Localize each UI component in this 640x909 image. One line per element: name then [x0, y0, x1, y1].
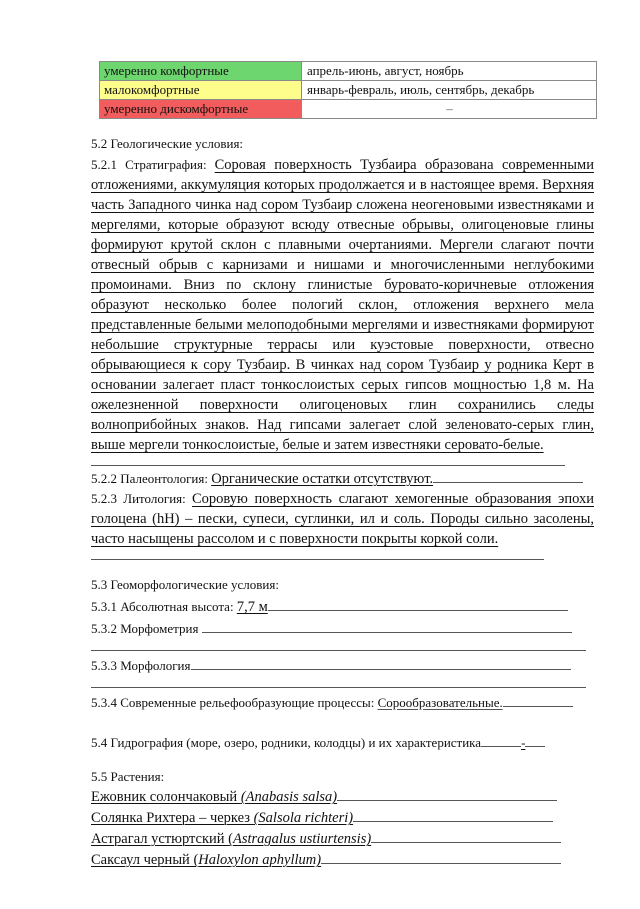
divider-line — [91, 465, 565, 466]
plant-item — [91, 786, 594, 806]
paleontology-label: 5.2.2 Палеонтология: — [91, 471, 212, 486]
divider-line — [91, 559, 544, 560]
blank-fill — [268, 598, 568, 611]
processes-line — [91, 694, 594, 712]
morphology-line — [91, 657, 594, 675]
blank-fill — [503, 694, 573, 707]
stratigraphy-text: Соровая поверхность Тузбаира образована современными отложениями, аккумуляция которых продолжается и в настоящее время. Верхняя часть Западного чинка над сором Тузбаир сложена неогеновыми известняками и мергелями, которые образуют всюду отвесные обрывы, олигоценовые глины формируют крутой склон с плавными очертаниями. Мергели слагают почти отвесный обрыв с карнизами и нишами и многочисленными неглубокими промоинами. Вниз по склону глинистые буровато-коричневые отложения образуют несколько более пологий склон, отложения верхнего мела представленные белыми мелоподобными мергелями и известняками формируют небольшие структурные террасы или куэстовые поверхности, отвесно обрывающиеся к сору Тузбаир. В чинках над сором Тузбаир у родника Керт в основании залегает пласт тонкослоистых серых гипсов мощностью 1,8 м. На ожелезненной поверхности олигоценовых глин сохранились следы волноприбойных знаков. Над гипсами залегает слой зеленовато-серых глин, выше мергели тонкослоистые, белые и затем известняки серовато-белые. — [91, 157, 594, 453]
blank-fill — [433, 470, 583, 483]
stratigraphy-label: 5.2.1 Стратиграфия: — [91, 157, 215, 172]
morphometry-line — [91, 620, 594, 638]
comfort-table — [99, 61, 597, 119]
plant-item — [91, 828, 594, 848]
table-row — [100, 100, 597, 119]
months-cell: – — [302, 100, 597, 119]
category-cell: умеренно комфортные — [100, 62, 302, 81]
hydrography-line — [91, 734, 594, 752]
plant-item — [91, 807, 594, 827]
months-cell: январь-февраль, июль, сентябрь, декабрь — [302, 81, 597, 100]
blank-fill — [353, 807, 553, 822]
paleontology-line — [91, 470, 594, 488]
blank-line — [91, 650, 586, 651]
altitude-label: 5.3.1 Абсолютная высота: — [91, 599, 237, 614]
morphology-label: 5.3.3 Морфология — [91, 658, 191, 673]
blank-line — [91, 687, 586, 688]
morphometry-label: 5.3.2 Морфометрия — [91, 621, 202, 636]
category-cell: умеренно дискомфортные — [100, 100, 302, 119]
processes-label: 5.3.4 Современные рельефообразующие процессы: — [91, 695, 378, 710]
hydrography-value: - — [521, 735, 526, 750]
plant-latin: (Salsola richteri) — [253, 810, 354, 826]
plant-latin: Haloxylon aphyllum) — [198, 852, 322, 868]
plant-latin: Astragalus ustiurtensis) — [233, 831, 372, 847]
lithology-text: Соровую поверхность слагают хемогенные образования эпохи голоцена (hH) – пески, супеси, суглинки, ил и соль. Породы сильно засолены, часто насыщены рассолом и с поверхности покрыты коркой соли. — [91, 491, 595, 547]
blank-fill — [191, 657, 571, 670]
processes-value: Сорообразовательные. — [377, 695, 503, 710]
plant-latin: (Anabasis salsa) — [240, 789, 338, 805]
table-row — [100, 81, 597, 100]
lithology-label: 5.2.3 Литология: — [91, 491, 193, 506]
altitude-line — [91, 598, 594, 616]
blank-fill — [371, 828, 561, 843]
blank-fill — [321, 849, 561, 864]
plant-item — [91, 849, 594, 869]
plant-name: Солянка Рихтера – черкез — [91, 810, 254, 826]
blank-fill — [337, 786, 557, 801]
paleontology-value: Органические остатки отсутствуют. — [211, 471, 434, 487]
geomorphology-heading: 5.3 Геоморфологические условия: — [91, 577, 279, 592]
lithology-paragraph — [91, 489, 594, 549]
plant-name: Астрагал устюртский ( — [91, 831, 233, 847]
months-cell: апрель-июнь, август, ноябрь — [302, 62, 597, 81]
plant-name: Саксаул черный ( — [91, 852, 199, 868]
geology-heading: 5.2 Геологические условия: — [91, 136, 244, 151]
table-row — [100, 62, 597, 81]
plants-heading: 5.5 Растения: — [91, 769, 165, 784]
blank-fill — [202, 620, 572, 633]
category-cell: малокомфортные — [100, 81, 302, 100]
hydrography-label: 5.4 Гидрография (море, озеро, родники, колодцы) и их характеристика — [91, 735, 482, 750]
stratigraphy-paragraph — [91, 155, 594, 455]
plant-name: Ежовник солончаковый — [91, 789, 241, 805]
blank-fill — [525, 734, 545, 747]
blank-fill — [481, 734, 521, 747]
altitude-value: 7,7 м — [236, 599, 268, 615]
